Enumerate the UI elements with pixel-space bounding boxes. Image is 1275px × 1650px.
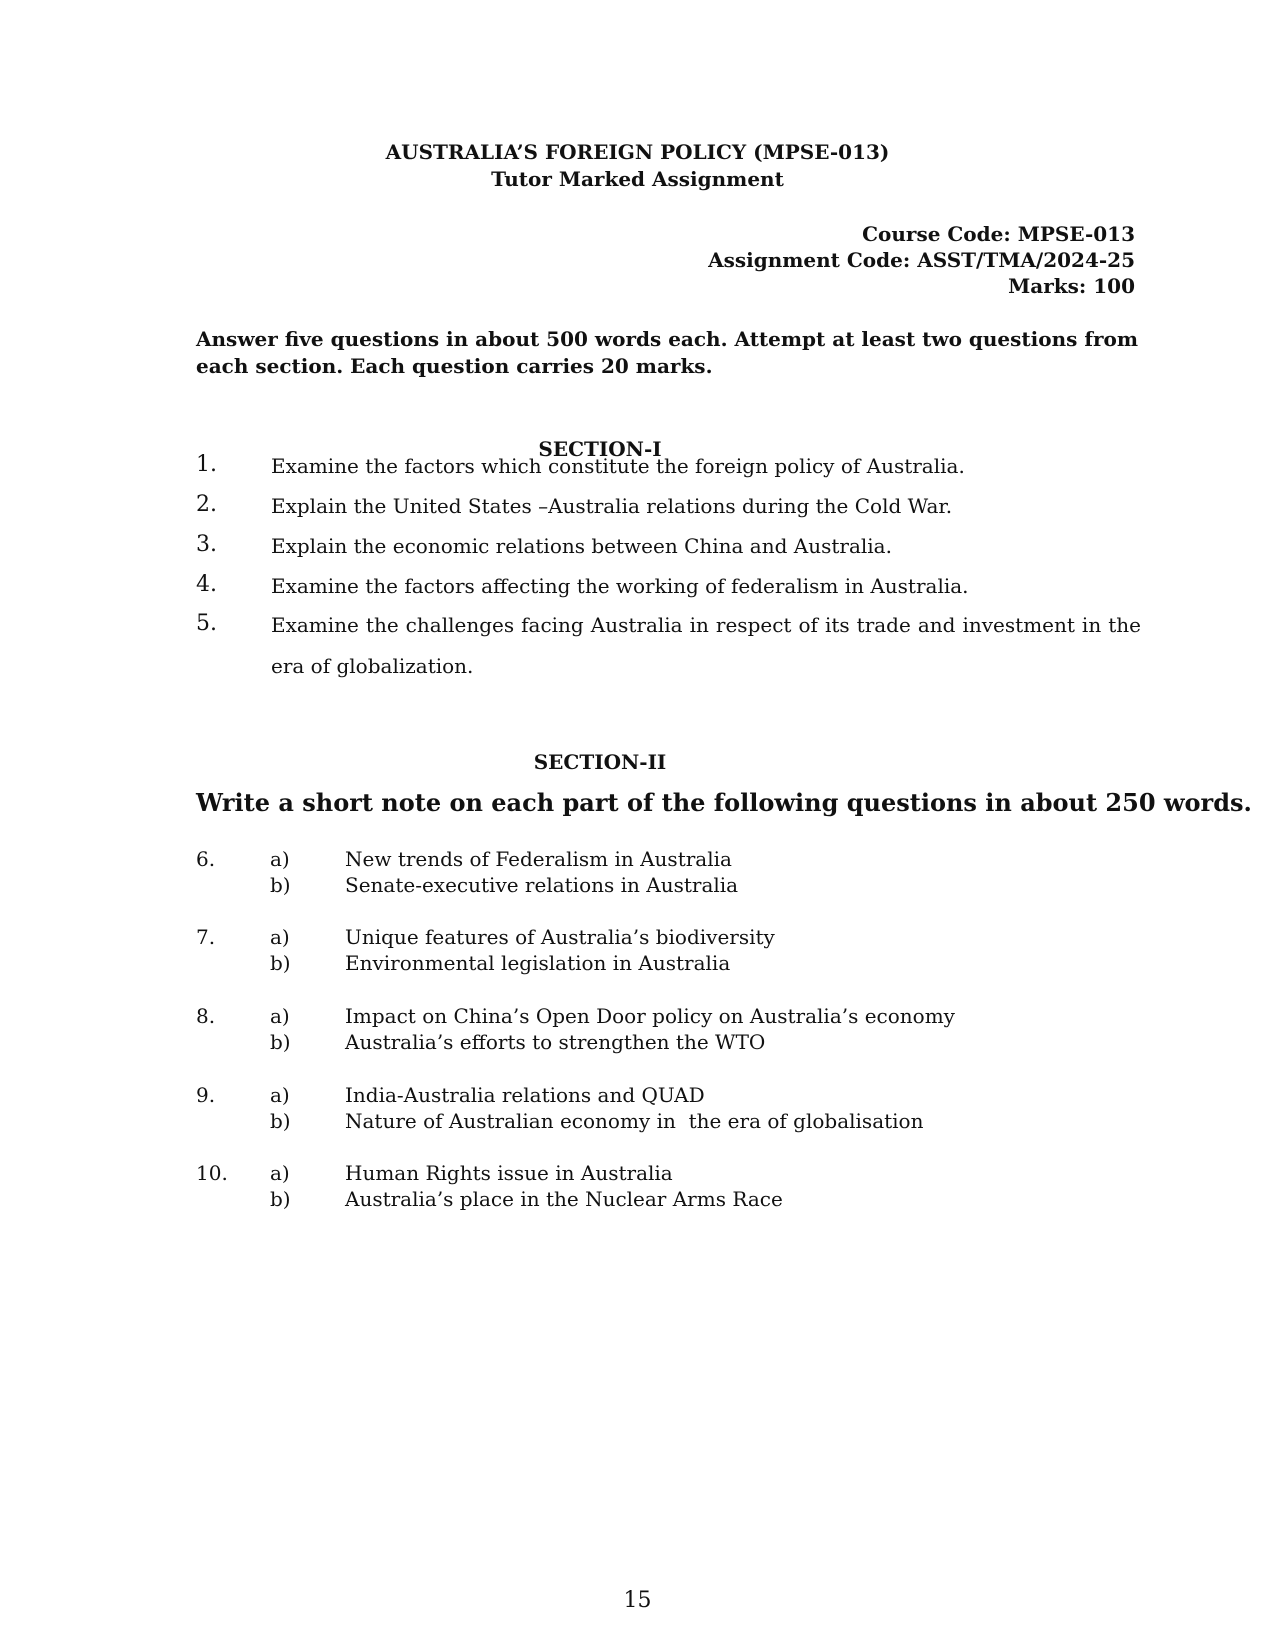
part-text: Environmental legislation in Australia — [345, 951, 731, 975]
assignment-code: Assignment Code: ASST/TMA/2024-25 — [708, 248, 1135, 272]
part-label: a) — [270, 1004, 290, 1028]
part-label: b) — [270, 1187, 291, 1211]
part-text: Human Rights issue in Australia — [345, 1161, 673, 1185]
question-number: 2. — [196, 492, 217, 517]
part-text: Unique features of Australia’s biodiversity — [345, 925, 775, 949]
part-text: Australia’s place in the Nuclear Arms Race — [345, 1187, 783, 1211]
question-number: 7. — [196, 925, 216, 949]
page-number: 15 — [623, 1588, 652, 1613]
part-label: b) — [270, 951, 291, 975]
part-label: a) — [270, 925, 290, 949]
question-number: 3. — [196, 532, 217, 557]
course-code: Course Code: MPSE-013 — [862, 222, 1135, 246]
part-label: a) — [270, 847, 290, 871]
part-label: b) — [270, 1030, 291, 1054]
instructions: Answer five questions in about 500 words each. Attempt at least two questions from each section. Each question carries 20 marks. — [196, 327, 1138, 378]
document-subtitle: Tutor Marked Assignment — [491, 167, 784, 191]
part-label: b) — [270, 1109, 291, 1133]
question-text: Examine the factors which constitute the foreign policy of Australia. — [271, 454, 965, 478]
part-text: Impact on China’s Open Door policy on Australia’s economy — [345, 1004, 955, 1028]
section-2-heading: SECTION-II — [533, 750, 667, 774]
document-title: AUSTRALIA’S FOREIGN POLICY (MPSE-013) — [385, 140, 890, 164]
question-text: Examine the factors affecting the working of federalism in Australia. — [271, 574, 969, 598]
question-number: 4. — [196, 572, 217, 597]
question-text: Explain the economic relations between China and Australia. — [271, 534, 892, 558]
part-text: Australia’s efforts to strengthen the WTO — [345, 1030, 766, 1054]
part-label: b) — [270, 873, 291, 897]
section-1-heading: SECTION-I — [538, 437, 662, 461]
question-text: Examine the challenges facing Australia in respect of its trade and investment in the era of globalization. — [271, 613, 1141, 678]
part-label: a) — [270, 1161, 290, 1185]
question-number: 1. — [196, 452, 217, 477]
part-text: India-Australia relations and QUAD — [345, 1083, 705, 1107]
marks: Marks: 100 — [1008, 274, 1135, 298]
part-text: Nature of Australian economy in the era of globalisation — [345, 1109, 924, 1133]
part-text: Senate-executive relations in Australia — [345, 873, 739, 897]
part-label: a) — [270, 1083, 290, 1107]
question-text: Explain the United States –Australia relations during the Cold War. — [271, 494, 953, 518]
question-number: 8. — [196, 1004, 216, 1028]
question-number: 10. — [196, 1161, 228, 1185]
question-number: 9. — [196, 1083, 216, 1107]
section-2-instruction: Write a short note on each part of the following questions in about 250 words. — [196, 788, 1252, 817]
question-number: 5. — [196, 611, 217, 636]
part-text: New trends of Federalism in Australia — [345, 847, 732, 871]
question-number: 6. — [196, 847, 216, 871]
